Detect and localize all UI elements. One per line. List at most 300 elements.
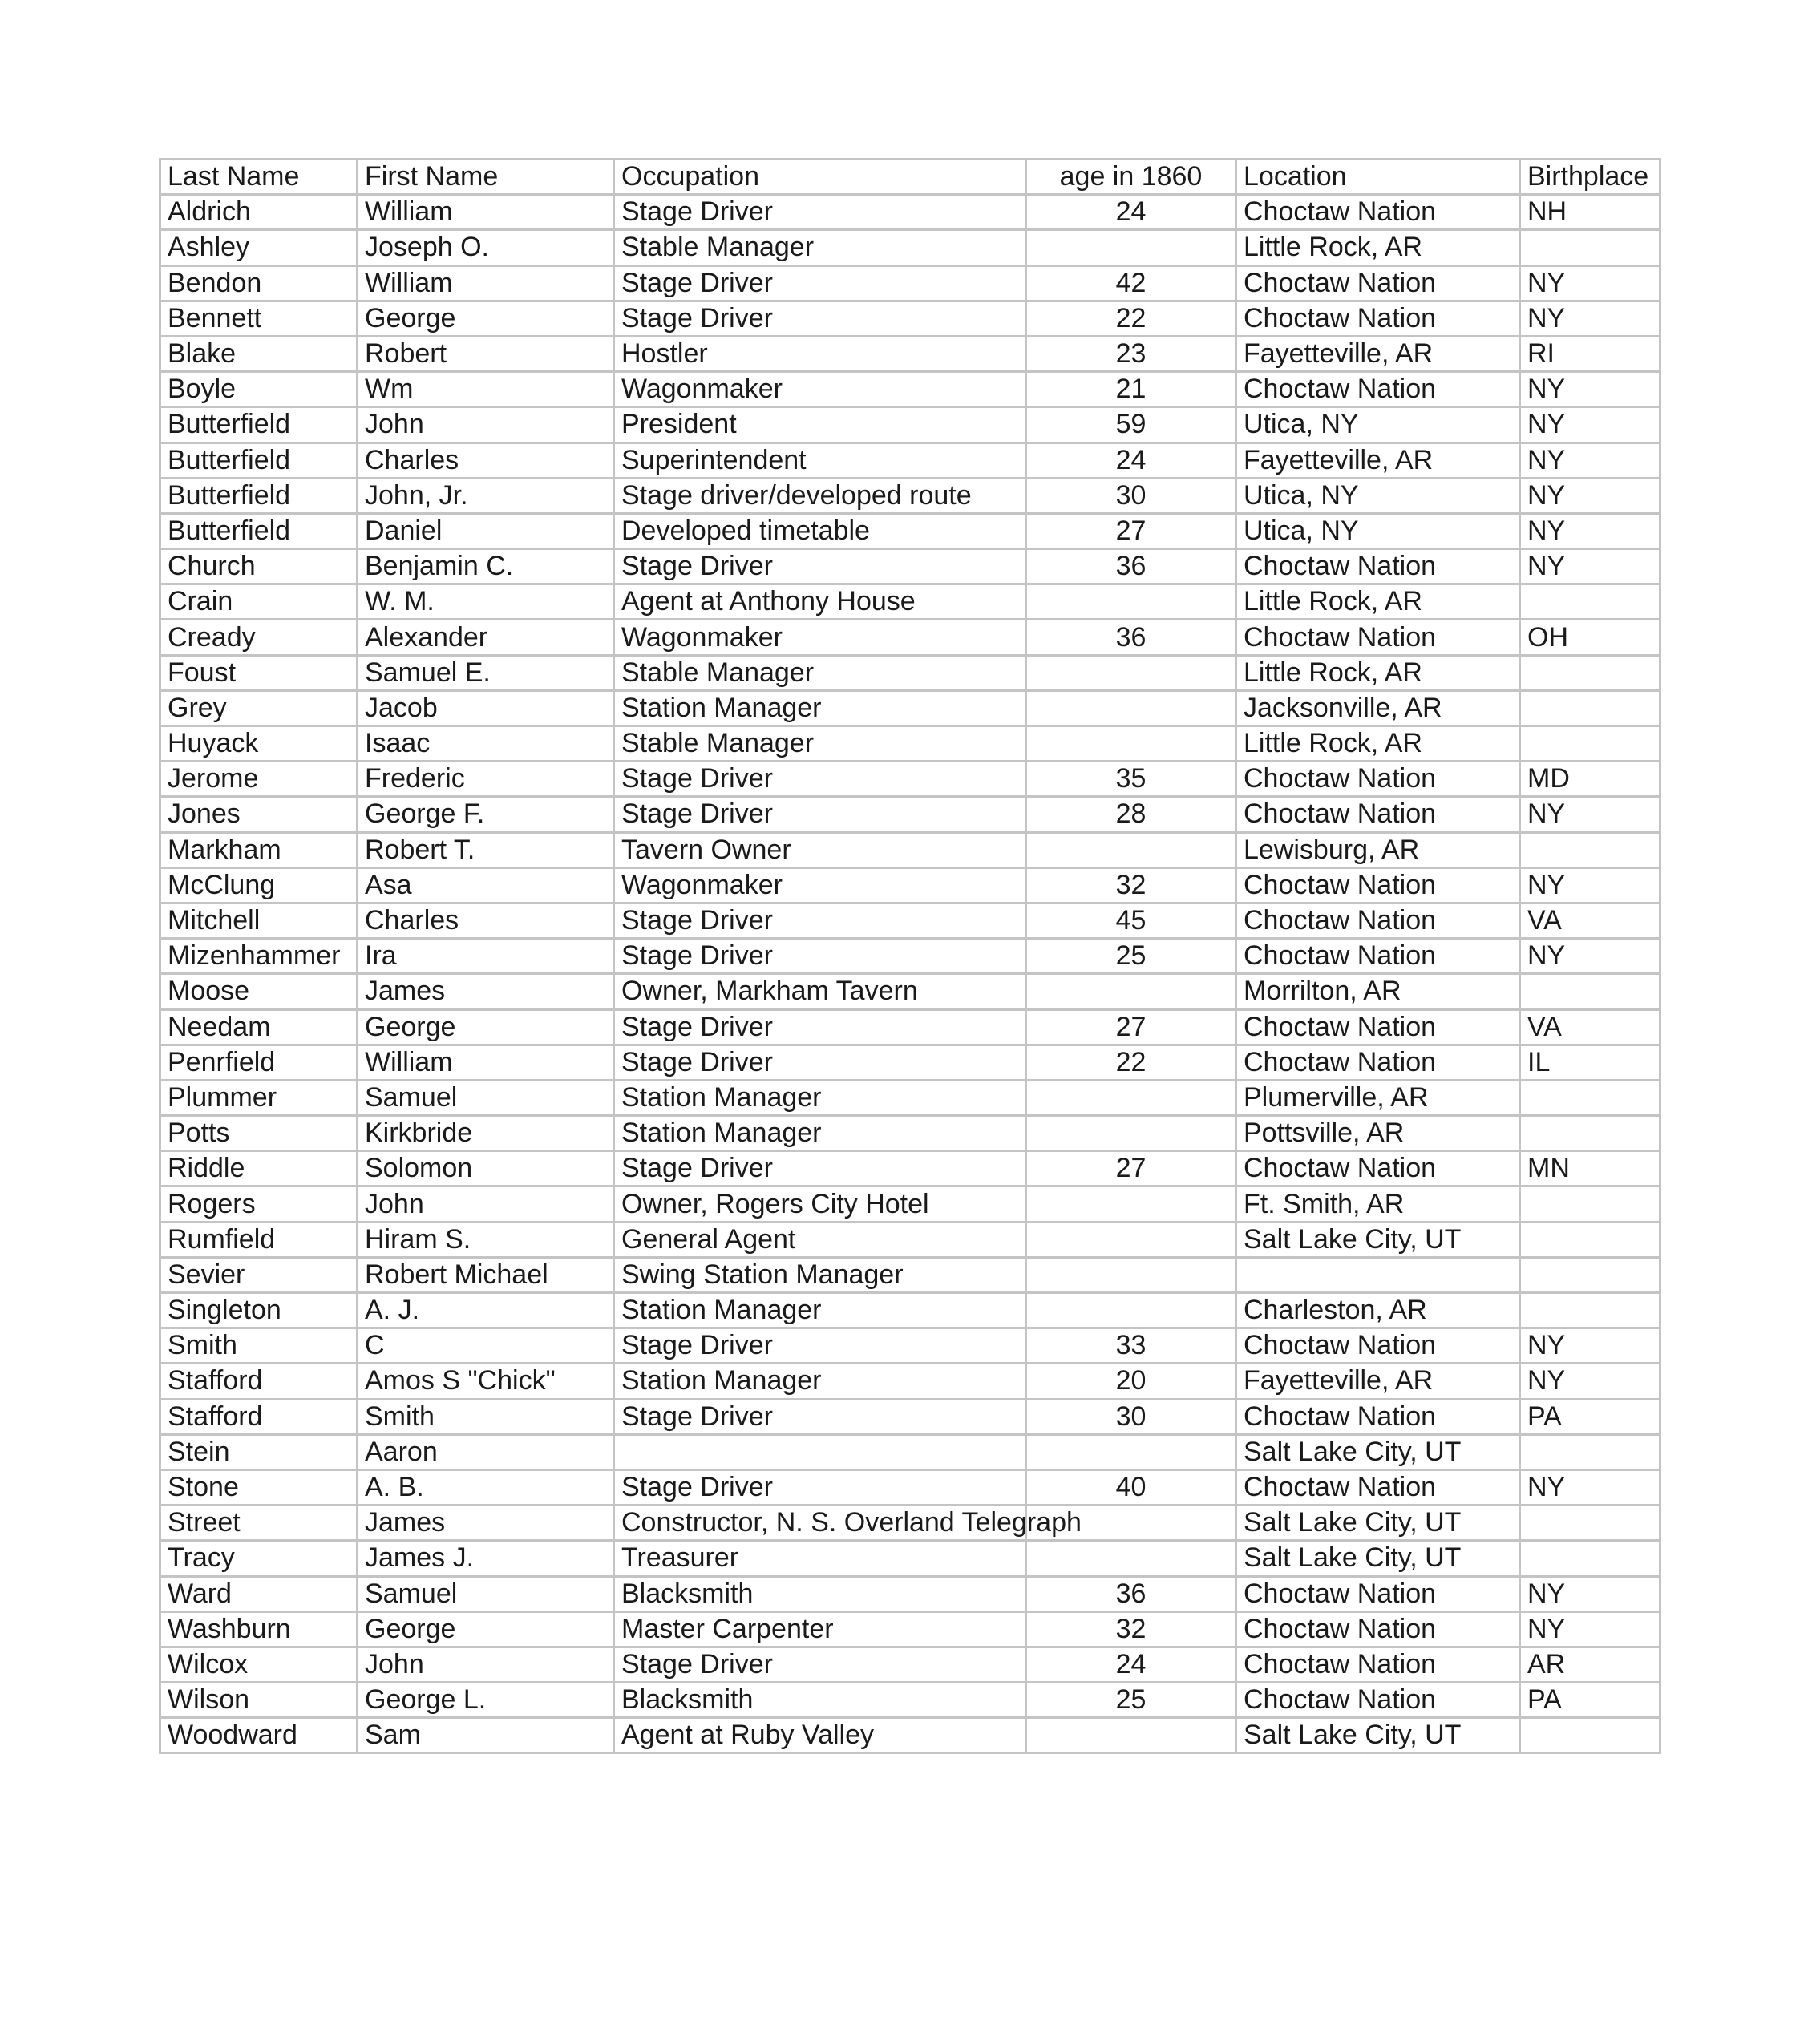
cell-birthplace: RI (1520, 336, 1660, 371)
cell-age-in-1860: 36 (1026, 620, 1236, 655)
table-row (160, 1611, 1660, 1647)
cell-age-in-1860 (1026, 1718, 1236, 1753)
cell-location: Choctaw Nation (1236, 195, 1520, 230)
cell-birthplace (1520, 832, 1660, 867)
cell-occupation: Stage Driver (614, 1045, 1026, 1080)
cell-last-name: Foust (160, 655, 358, 690)
cell-last-name: Blake (160, 336, 358, 371)
cell-last-name: Potts (160, 1116, 358, 1151)
cell-first-name: William (358, 265, 614, 301)
cell-first-name: James J. (358, 1541, 614, 1576)
cell-location: Fayetteville, AR (1236, 336, 1520, 371)
table-row (160, 1399, 1660, 1434)
cell-birthplace (1520, 726, 1660, 762)
cell-age-in-1860: 36 (1026, 1576, 1236, 1611)
cell-age-in-1860 (1026, 1257, 1236, 1292)
cell-location: Salt Lake City, UT (1236, 1541, 1520, 1576)
table-row (160, 1186, 1660, 1222)
cell-age-in-1860 (1026, 832, 1236, 867)
table-row (160, 1116, 1660, 1151)
cell-last-name: Butterfield (160, 443, 358, 478)
cell-birthplace (1520, 974, 1660, 1009)
table-row (160, 301, 1660, 336)
cell-location: Salt Lake City, UT (1236, 1718, 1520, 1753)
cell-age-in-1860 (1026, 726, 1236, 762)
cell-birthplace: NY (1520, 478, 1660, 513)
cell-last-name: Mitchell (160, 903, 358, 938)
cell-last-name: Huyack (160, 726, 358, 762)
cell-last-name: Stone (160, 1469, 358, 1505)
cell-birthplace: NH (1520, 195, 1660, 230)
cell-occupation: Tavern Owner (614, 832, 1026, 867)
table-row (160, 726, 1660, 762)
cell-first-name: Frederic (358, 762, 614, 797)
cell-age-in-1860 (1026, 1080, 1236, 1115)
cell-first-name: Charles (358, 443, 614, 478)
cell-first-name: George (358, 1009, 614, 1045)
cell-age-in-1860 (1026, 974, 1236, 1009)
cell-occupation: Wagonmaker (614, 620, 1026, 655)
cell-age-in-1860: 42 (1026, 265, 1236, 301)
table-row (160, 1009, 1660, 1045)
cell-age-in-1860: 20 (1026, 1364, 1236, 1399)
cell-first-name: Joseph O. (358, 230, 614, 265)
cell-first-name: William (358, 1045, 614, 1080)
cell-first-name: Amos S "Chick" (358, 1364, 614, 1399)
cell-last-name: Bennett (160, 301, 358, 336)
cell-occupation: Station Manager (614, 1116, 1026, 1151)
cell-location: Morrilton, AR (1236, 974, 1520, 1009)
table-row (160, 1469, 1660, 1505)
cell-last-name: Mizenhammer (160, 939, 358, 974)
cell-birthplace: NY (1520, 1328, 1660, 1364)
cell-last-name: Rogers (160, 1186, 358, 1222)
cell-occupation: Swing Station Manager (614, 1257, 1026, 1292)
cell-last-name: Rumfield (160, 1222, 358, 1257)
cell-age-in-1860: 25 (1026, 939, 1236, 974)
cell-first-name: Robert T. (358, 832, 614, 867)
cell-occupation: Wagonmaker (614, 867, 1026, 903)
cell-first-name: John, Jr. (358, 478, 614, 513)
cell-birthplace: NY (1520, 443, 1660, 478)
cell-age-in-1860: 59 (1026, 407, 1236, 443)
cell-first-name: James (358, 974, 614, 1009)
cell-last-name: Stein (160, 1434, 358, 1469)
table-row (160, 1683, 1660, 1718)
cell-age-in-1860: 35 (1026, 762, 1236, 797)
cell-first-name: Benjamin C. (358, 549, 614, 584)
cell-last-name: Stafford (160, 1364, 358, 1399)
cell-last-name: Smith (160, 1328, 358, 1364)
table-row (160, 336, 1660, 371)
cell-location: Utica, NY (1236, 478, 1520, 513)
cell-age-in-1860: 23 (1026, 336, 1236, 371)
cell-location: Choctaw Nation (1236, 1009, 1520, 1045)
cell-first-name: C (358, 1328, 614, 1364)
cell-birthplace: NY (1520, 797, 1660, 832)
cell-birthplace: AR (1520, 1647, 1660, 1682)
cell-location: Choctaw Nation (1236, 301, 1520, 336)
cell-first-name: Sam (358, 1718, 614, 1753)
table-row (160, 939, 1660, 974)
table-row (160, 549, 1660, 584)
table-row (160, 690, 1660, 726)
cell-first-name: William (358, 195, 614, 230)
cell-occupation: Blacksmith (614, 1576, 1026, 1611)
cell-age-in-1860: 28 (1026, 797, 1236, 832)
cell-occupation (614, 1434, 1026, 1469)
table-row (160, 620, 1660, 655)
table-row (160, 195, 1660, 230)
table-row (160, 513, 1660, 548)
cell-age-in-1860: 24 (1026, 443, 1236, 478)
table-row (160, 478, 1660, 513)
cell-birthplace: PA (1520, 1399, 1660, 1434)
cell-location: Choctaw Nation (1236, 762, 1520, 797)
cell-age-in-1860 (1026, 690, 1236, 726)
table-row (160, 1434, 1660, 1469)
cell-first-name: James (358, 1506, 614, 1541)
table-row (160, 1647, 1660, 1682)
cell-birthplace (1520, 1222, 1660, 1257)
cell-location: Fayetteville, AR (1236, 1364, 1520, 1399)
cell-age-in-1860: 36 (1026, 549, 1236, 584)
cell-birthplace: NY (1520, 1469, 1660, 1505)
cell-last-name: Grey (160, 690, 358, 726)
cell-location: Little Rock, AR (1236, 230, 1520, 265)
cell-first-name: George (358, 1611, 614, 1647)
table-row (160, 1151, 1660, 1186)
table-row (160, 655, 1660, 690)
cell-first-name: Samuel (358, 1080, 614, 1115)
table-row (160, 1576, 1660, 1611)
cell-last-name: Tracy (160, 1541, 358, 1576)
cell-location: Little Rock, AR (1236, 584, 1520, 620)
cell-last-name: Butterfield (160, 513, 358, 548)
cell-location: Utica, NY (1236, 513, 1520, 548)
table-row (160, 230, 1660, 265)
cell-first-name: W. M. (358, 584, 614, 620)
cell-last-name: Washburn (160, 1611, 358, 1647)
cell-age-in-1860: 24 (1026, 1647, 1236, 1682)
cell-occupation: Stage Driver (614, 1469, 1026, 1505)
cell-occupation: Hostler (614, 336, 1026, 371)
cell-location: Choctaw Nation (1236, 1328, 1520, 1364)
cell-age-in-1860 (1026, 1186, 1236, 1222)
cell-age-in-1860: 27 (1026, 1009, 1236, 1045)
cell-birthplace (1520, 584, 1660, 620)
cell-first-name: Robert (358, 336, 614, 371)
cell-occupation: Stage Driver (614, 265, 1026, 301)
cell-occupation: Stage Driver (614, 1399, 1026, 1434)
cell-birthplace (1520, 1080, 1660, 1115)
table-row (160, 1222, 1660, 1257)
table-row (160, 1364, 1660, 1399)
cell-birthplace: MD (1520, 762, 1660, 797)
cell-last-name: Butterfield (160, 478, 358, 513)
cell-first-name: Ira (358, 939, 614, 974)
cell-birthplace (1520, 690, 1660, 726)
cell-location: Choctaw Nation (1236, 797, 1520, 832)
cell-location: Salt Lake City, UT (1236, 1506, 1520, 1541)
cell-last-name: Boyle (160, 372, 358, 407)
cell-occupation: Station Manager (614, 1364, 1026, 1399)
cell-last-name: Jones (160, 797, 358, 832)
cell-last-name: Cready (160, 620, 358, 655)
cell-last-name: Markham (160, 832, 358, 867)
data-table (159, 158, 1661, 1754)
cell-location: Charleston, AR (1236, 1293, 1520, 1328)
cell-last-name: Ashley (160, 230, 358, 265)
cell-occupation: Stage Driver (614, 939, 1026, 974)
cell-last-name: Stafford (160, 1399, 358, 1434)
cell-occupation: Station Manager (614, 1080, 1026, 1115)
cell-last-name: McClung (160, 867, 358, 903)
cell-first-name: A. B. (358, 1469, 614, 1505)
cell-birthplace: IL (1520, 1045, 1660, 1080)
cell-age-in-1860 (1026, 655, 1236, 690)
cell-birthplace: NY (1520, 1364, 1660, 1399)
cell-location: Ft. Smith, AR (1236, 1186, 1520, 1222)
cell-location: Choctaw Nation (1236, 1576, 1520, 1611)
cell-occupation: Stage Driver (614, 1647, 1026, 1682)
cell-age-in-1860: 22 (1026, 1045, 1236, 1080)
cell-first-name: John (358, 407, 614, 443)
header-cell-first-name: First Name (358, 160, 614, 195)
table-row (160, 1328, 1660, 1364)
cell-birthplace: NY (1520, 549, 1660, 584)
cell-occupation: Owner, Rogers City Hotel (614, 1186, 1026, 1222)
table-row (160, 1045, 1660, 1080)
table-row (160, 407, 1660, 443)
cell-first-name: John (358, 1647, 614, 1682)
cell-location: Choctaw Nation (1236, 1647, 1520, 1682)
cell-age-in-1860: 21 (1026, 372, 1236, 407)
cell-age-in-1860: 40 (1026, 1469, 1236, 1505)
cell-occupation: Developed timetable (614, 513, 1026, 548)
cell-last-name: Aldrich (160, 195, 358, 230)
cell-occupation: Stage Driver (614, 301, 1026, 336)
cell-occupation: Stable Manager (614, 726, 1026, 762)
cell-first-name: George (358, 301, 614, 336)
cell-birthplace (1520, 1541, 1660, 1576)
cell-occupation: Constructor, N. S. Overland Telegraph (614, 1506, 1026, 1541)
cell-location: Plumerville, AR (1236, 1080, 1520, 1115)
cell-last-name: Plummer (160, 1080, 358, 1115)
cell-occupation: Stage Driver (614, 903, 1026, 938)
cell-birthplace: PA (1520, 1683, 1660, 1718)
table-row (160, 1257, 1660, 1292)
cell-birthplace: NY (1520, 265, 1660, 301)
table-row (160, 1541, 1660, 1576)
cell-location: Choctaw Nation (1236, 1469, 1520, 1505)
cell-occupation: Stable Manager (614, 655, 1026, 690)
cell-location: Utica, NY (1236, 407, 1520, 443)
cell-birthplace: NY (1520, 301, 1660, 336)
cell-last-name: Street (160, 1506, 358, 1541)
cell-birthplace: VA (1520, 1009, 1660, 1045)
cell-occupation: Treasurer (614, 1541, 1026, 1576)
cell-birthplace (1520, 1434, 1660, 1469)
cell-birthplace: NY (1520, 1611, 1660, 1647)
cell-first-name: Kirkbride (358, 1116, 614, 1151)
cell-occupation: Stage Driver (614, 762, 1026, 797)
cell-age-in-1860: 22 (1026, 301, 1236, 336)
cell-age-in-1860 (1026, 1293, 1236, 1328)
cell-last-name: Riddle (160, 1151, 358, 1186)
cell-occupation: Superintendent (614, 443, 1026, 478)
cell-occupation: Stage driver/developed route (614, 478, 1026, 513)
cell-location: Pottsville, AR (1236, 1116, 1520, 1151)
cell-age-in-1860: 25 (1026, 1683, 1236, 1718)
cell-occupation: Agent at Ruby Valley (614, 1718, 1026, 1753)
table-row (160, 372, 1660, 407)
table-row (160, 903, 1660, 938)
table-row (160, 974, 1660, 1009)
cell-last-name: Ward (160, 1576, 358, 1611)
cell-age-in-1860 (1026, 1116, 1236, 1151)
cell-occupation: General Agent (614, 1222, 1026, 1257)
cell-birthplace (1520, 655, 1660, 690)
cell-location: Choctaw Nation (1236, 867, 1520, 903)
cell-occupation: Master Carpenter (614, 1611, 1026, 1647)
table-row (160, 797, 1660, 832)
cell-last-name: Needam (160, 1009, 358, 1045)
cell-last-name: Wilcox (160, 1647, 358, 1682)
cell-birthplace (1520, 1293, 1660, 1328)
cell-age-in-1860: 33 (1026, 1328, 1236, 1364)
header-cell-last-name: Last Name (160, 160, 358, 195)
cell-birthplace: NY (1520, 372, 1660, 407)
cell-first-name: Samuel E. (358, 655, 614, 690)
cell-location: Choctaw Nation (1236, 265, 1520, 301)
cell-last-name: Woodward (160, 1718, 358, 1753)
cell-location: Fayetteville, AR (1236, 443, 1520, 478)
cell-birthplace: MN (1520, 1151, 1660, 1186)
cell-location: Choctaw Nation (1236, 1611, 1520, 1647)
cell-last-name: Butterfield (160, 407, 358, 443)
cell-birthplace (1520, 1718, 1660, 1753)
cell-last-name: Moose (160, 974, 358, 1009)
cell-last-name: Singleton (160, 1293, 358, 1328)
cell-last-name: Crain (160, 584, 358, 620)
cell-age-in-1860: 30 (1026, 1399, 1236, 1434)
cell-first-name: George F. (358, 797, 614, 832)
table-row (160, 1293, 1660, 1328)
cell-first-name: Solomon (358, 1151, 614, 1186)
cell-first-name: Asa (358, 867, 614, 903)
cell-age-in-1860: 45 (1026, 903, 1236, 938)
table-row (160, 1506, 1660, 1541)
cell-occupation: Blacksmith (614, 1683, 1026, 1718)
table-row (160, 832, 1660, 867)
cell-last-name: Church (160, 549, 358, 584)
table-row (160, 265, 1660, 301)
cell-first-name: Smith (358, 1399, 614, 1434)
cell-location: Jacksonville, AR (1236, 690, 1520, 726)
cell-location: Choctaw Nation (1236, 903, 1520, 938)
cell-first-name: Isaac (358, 726, 614, 762)
header-cell-occupation: Occupation (614, 160, 1026, 195)
cell-location: Salt Lake City, UT (1236, 1434, 1520, 1469)
cell-first-name: John (358, 1186, 614, 1222)
cell-location: Choctaw Nation (1236, 549, 1520, 584)
cell-age-in-1860: 27 (1026, 1151, 1236, 1186)
cell-age-in-1860: 32 (1026, 867, 1236, 903)
header-cell-birthplace: Birthplace (1520, 160, 1660, 195)
header-row (160, 160, 1660, 195)
cell-age-in-1860: 32 (1026, 1611, 1236, 1647)
cell-location (1236, 1257, 1520, 1292)
cell-birthplace: NY (1520, 513, 1660, 548)
cell-first-name: Daniel (358, 513, 614, 548)
cell-location: Lewisburg, AR (1236, 832, 1520, 867)
cell-location: Choctaw Nation (1236, 372, 1520, 407)
cell-birthplace (1520, 1186, 1660, 1222)
cell-occupation: Wagonmaker (614, 372, 1026, 407)
cell-age-in-1860: 30 (1026, 478, 1236, 513)
cell-occupation: Station Manager (614, 690, 1026, 726)
cell-occupation: Stage Driver (614, 549, 1026, 584)
cell-age-in-1860 (1026, 584, 1236, 620)
cell-age-in-1860: 24 (1026, 195, 1236, 230)
cell-occupation: Agent at Anthony House (614, 584, 1026, 620)
cell-occupation: Stable Manager (614, 230, 1026, 265)
cell-occupation: Stage Driver (614, 1009, 1026, 1045)
cell-first-name: A. J. (358, 1293, 614, 1328)
cell-first-name: George L. (358, 1683, 614, 1718)
table-row (160, 1080, 1660, 1115)
cell-first-name: Samuel (358, 1576, 614, 1611)
cell-location: Little Rock, AR (1236, 655, 1520, 690)
cell-birthplace: NY (1520, 867, 1660, 903)
cell-birthplace (1520, 1116, 1660, 1151)
cell-age-in-1860: 27 (1026, 513, 1236, 548)
cell-first-name: Wm (358, 372, 614, 407)
header-cell-location: Location (1236, 160, 1520, 195)
table-row (160, 584, 1660, 620)
cell-birthplace: NY (1520, 939, 1660, 974)
cell-first-name: Aaron (358, 1434, 614, 1469)
table-row (160, 443, 1660, 478)
header-cell-age-in-1860: age in 1860 (1026, 160, 1236, 195)
cell-first-name: Hiram S. (358, 1222, 614, 1257)
cell-age-in-1860 (1026, 1222, 1236, 1257)
cell-location: Salt Lake City, UT (1236, 1222, 1520, 1257)
table-row (160, 867, 1660, 903)
cell-location: Choctaw Nation (1236, 939, 1520, 974)
cell-first-name: Alexander (358, 620, 614, 655)
cell-last-name: Sevier (160, 1257, 358, 1292)
table-row (160, 1718, 1660, 1753)
cell-occupation: Stage Driver (614, 1328, 1026, 1364)
cell-last-name: Wilson (160, 1683, 358, 1718)
cell-last-name: Bendon (160, 265, 358, 301)
cell-age-in-1860 (1026, 230, 1236, 265)
cell-last-name: Jerome (160, 762, 358, 797)
cell-location: Choctaw Nation (1236, 1399, 1520, 1434)
cell-location: Choctaw Nation (1236, 1683, 1520, 1718)
cell-location: Choctaw Nation (1236, 620, 1520, 655)
cell-occupation: Stage Driver (614, 797, 1026, 832)
cell-occupation: Stage Driver (614, 1151, 1026, 1186)
cell-age-in-1860 (1026, 1434, 1236, 1469)
cell-birthplace (1520, 1257, 1660, 1292)
cell-birthplace: NY (1520, 1576, 1660, 1611)
cell-location: Choctaw Nation (1236, 1045, 1520, 1080)
cell-occupation: Station Manager (614, 1293, 1026, 1328)
cell-birthplace (1520, 1506, 1660, 1541)
